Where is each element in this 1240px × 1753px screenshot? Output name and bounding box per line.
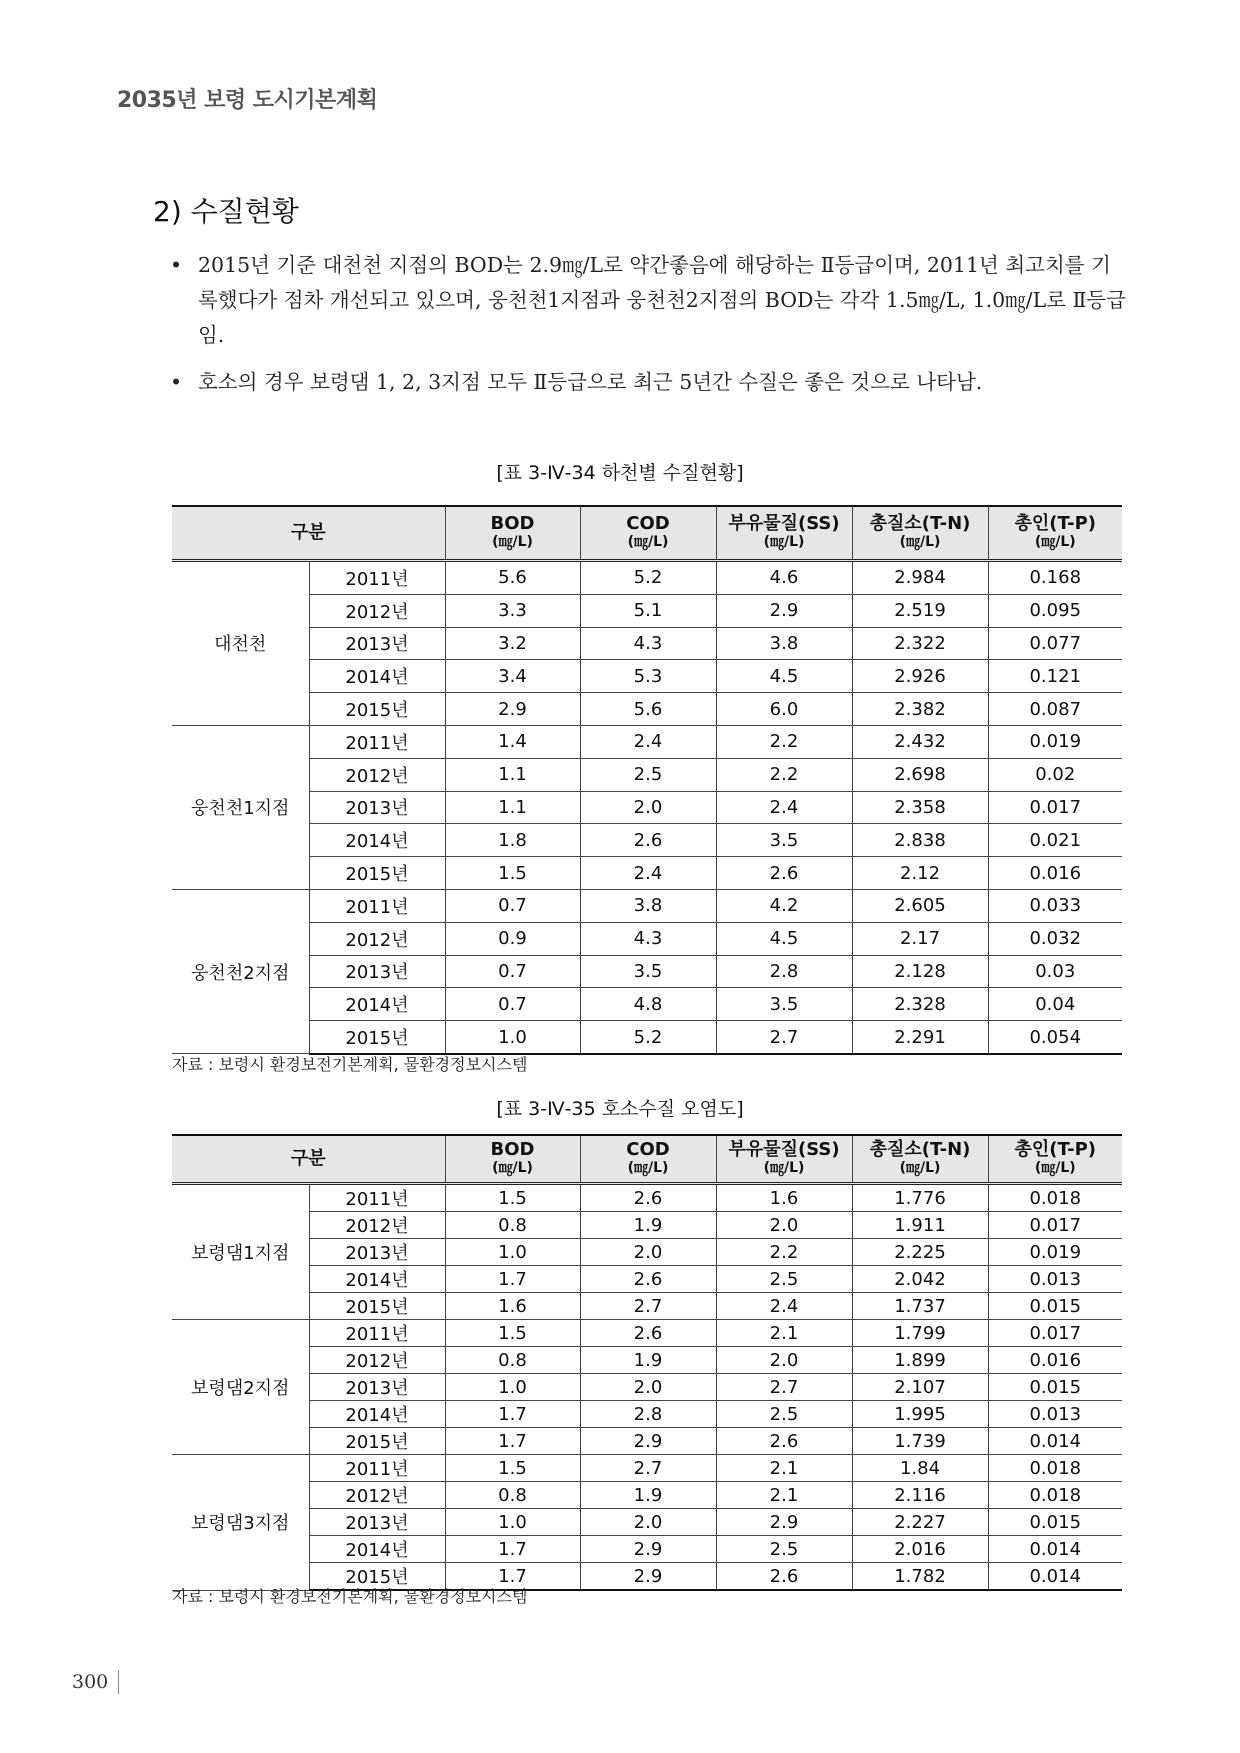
value-cell: 3.5 <box>716 824 852 857</box>
value-cell: 0.077 <box>988 627 1122 660</box>
year-cell: 2015년 <box>309 1428 445 1455</box>
value-cell: 2.2 <box>716 1239 852 1266</box>
year-cell: 2012년 <box>309 594 445 627</box>
value-cell: 4.8 <box>580 988 716 1021</box>
header-bod: BOD (㎎/L) <box>445 506 580 561</box>
value-cell: 2.322 <box>852 627 988 660</box>
value-cell: 2.0 <box>580 1239 716 1266</box>
value-cell: 1.6 <box>445 1293 580 1320</box>
value-cell: 0.7 <box>445 889 580 922</box>
value-cell: 1.737 <box>852 1293 988 1320</box>
value-cell: 2.328 <box>852 988 988 1021</box>
value-cell: 3.8 <box>716 627 852 660</box>
table-row <box>172 758 1122 791</box>
value-cell: 1.782 <box>852 1563 988 1591</box>
table-row <box>172 594 1122 627</box>
group-label: 보령댐3지점 <box>172 1455 309 1591</box>
value-cell: 2.4 <box>716 791 852 824</box>
year-cell: 2015년 <box>309 857 445 890</box>
year-cell: 2012년 <box>309 1482 445 1509</box>
header-cod: COD (㎎/L) <box>580 506 716 561</box>
value-cell: 2.4 <box>580 857 716 890</box>
page-number-divider <box>118 1670 119 1694</box>
year-cell: 2012년 <box>309 1347 445 1374</box>
value-cell: 2.4 <box>580 725 716 758</box>
value-cell: 2.6 <box>580 1266 716 1293</box>
value-cell: 2.0 <box>580 1509 716 1536</box>
unit-label: (㎎/L) <box>1034 1160 1076 1176</box>
value-cell: 1.1 <box>445 791 580 824</box>
value-cell: 3.2 <box>445 627 580 660</box>
value-cell: 1.0 <box>445 1021 580 1054</box>
table-row <box>172 660 1122 693</box>
value-cell: 3.5 <box>716 988 852 1021</box>
value-cell: 1.7 <box>445 1563 580 1591</box>
value-cell: 0.016 <box>988 1347 1122 1374</box>
unit-label: (㎎/L) <box>763 1160 805 1176</box>
table-row <box>172 1021 1122 1054</box>
header-category: 구분 <box>172 506 445 561</box>
value-cell: 0.014 <box>988 1428 1122 1455</box>
header-tn: 총질소(T-N) (㎎/L) <box>852 506 988 561</box>
running-header: 2035년 보령 도시기본계획 <box>117 88 378 113</box>
page-number: 300 <box>72 1671 109 1693</box>
year-cell: 2015년 <box>309 1021 445 1054</box>
value-cell: 2.0 <box>716 1212 852 1239</box>
value-cell: 0.03 <box>988 955 1122 988</box>
group-label: 웅천천1지점 <box>172 725 309 889</box>
value-cell: 2.116 <box>852 1482 988 1509</box>
table-row <box>172 1428 1122 1455</box>
year-cell: 2011년 <box>309 725 445 758</box>
value-cell: 1.899 <box>852 1347 988 1374</box>
value-cell: 0.168 <box>988 561 1122 595</box>
value-cell: 5.3 <box>580 660 716 693</box>
value-cell: 2.5 <box>580 758 716 791</box>
value-cell: 1.9 <box>580 1482 716 1509</box>
value-cell: 0.121 <box>988 660 1122 693</box>
table-row <box>172 1374 1122 1401</box>
value-cell: 2.6 <box>580 1320 716 1347</box>
header-tp: 총인(T-P) (㎎/L) <box>988 1135 1122 1184</box>
table-row <box>172 627 1122 660</box>
unit-label: (㎎/L) <box>763 534 805 550</box>
value-cell: 2.6 <box>580 1184 716 1212</box>
year-cell: 2014년 <box>309 1266 445 1293</box>
value-cell: 2.128 <box>852 955 988 988</box>
value-cell: 0.087 <box>988 693 1122 726</box>
value-cell: 0.014 <box>988 1563 1122 1591</box>
year-cell: 2015년 <box>309 693 445 726</box>
value-cell: 2.838 <box>852 824 988 857</box>
value-cell: 0.015 <box>988 1509 1122 1536</box>
table-row <box>172 1455 1122 1482</box>
group-label: 보령댐1지점 <box>172 1184 309 1320</box>
table-row <box>172 1184 1122 1212</box>
value-cell: 2.0 <box>716 1347 852 1374</box>
value-cell: 0.8 <box>445 1482 580 1509</box>
value-cell: 2.519 <box>852 594 988 627</box>
value-cell: 0.015 <box>988 1374 1122 1401</box>
table-row <box>172 1482 1122 1509</box>
table-row <box>172 1212 1122 1239</box>
value-cell: 2.7 <box>716 1021 852 1054</box>
value-cell: 1.4 <box>445 725 580 758</box>
value-cell: 2.1 <box>716 1455 852 1482</box>
value-cell: 1.5 <box>445 1184 580 1212</box>
year-cell: 2015년 <box>309 1563 445 1591</box>
table-row <box>172 1401 1122 1428</box>
value-cell: 2.9 <box>580 1428 716 1455</box>
value-cell: 2.107 <box>852 1374 988 1401</box>
year-cell: 2013년 <box>309 1374 445 1401</box>
value-cell: 0.7 <box>445 988 580 1021</box>
value-cell: 2.984 <box>852 561 988 595</box>
value-cell: 5.6 <box>580 693 716 726</box>
value-cell: 4.6 <box>716 561 852 595</box>
value-cell: 3.3 <box>445 594 580 627</box>
value-cell: 1.0 <box>445 1374 580 1401</box>
value-cell: 0.013 <box>988 1401 1122 1428</box>
value-cell: 0.013 <box>988 1266 1122 1293</box>
table-row <box>172 955 1122 988</box>
year-cell: 2013년 <box>309 1239 445 1266</box>
header-ss: 부유물질(SS) (㎎/L) <box>716 506 852 561</box>
section-title: 2) 수질현황 <box>153 195 299 228</box>
unit-label: (㎎/L) <box>492 1160 533 1176</box>
unit-label: (㎎/L) <box>627 534 669 550</box>
value-cell: 2.5 <box>716 1536 852 1563</box>
year-cell: 2014년 <box>309 988 445 1021</box>
value-cell: 2.9 <box>716 594 852 627</box>
value-cell: 1.1 <box>445 758 580 791</box>
value-cell: 3.4 <box>445 660 580 693</box>
year-cell: 2012년 <box>309 758 445 791</box>
value-cell: 0.7 <box>445 955 580 988</box>
bullet-item: • 호소의 경우 보령댐 1, 2, 3지점 모두 Ⅱ등급으로 최근 5년간 수질은 좋은 것으로 나타남. <box>170 365 1130 400</box>
table2-source: 자료 : 보령시 환경보전기본계획, 물환경정보시스템 <box>172 1587 528 1606</box>
bullet-item: • 2015년 기준 대천천 지점의 BOD는 2.9㎎/L로 약간좋음에 해당하는 Ⅱ등급이며, 2011년 최고치를 기록했다가 점차 개선되고 있으며, 웅천천1지점과 웅천천2지점의 BOD는 각각 1.5㎎/L, 1.0㎎/L로 Ⅱ등급임. <box>170 248 1130 353</box>
value-cell: 2.6 <box>580 824 716 857</box>
value-cell: 0.054 <box>988 1021 1122 1054</box>
group-label: 웅천천2지점 <box>172 889 309 1053</box>
year-cell: 2014년 <box>309 660 445 693</box>
table-row <box>172 988 1122 1021</box>
value-cell: 2.2 <box>716 725 852 758</box>
value-cell: 2.1 <box>716 1320 852 1347</box>
value-cell: 1.6 <box>716 1184 852 1212</box>
value-cell: 2.7 <box>716 1374 852 1401</box>
value-cell: 2.605 <box>852 889 988 922</box>
value-cell: 2.6 <box>716 1428 852 1455</box>
value-cell: 4.5 <box>716 922 852 955</box>
group-label: 대천천 <box>172 561 309 726</box>
bullet-list <box>170 248 1130 412</box>
value-cell: 2.5 <box>716 1401 852 1428</box>
value-cell: 1.739 <box>852 1428 988 1455</box>
value-cell: 0.014 <box>988 1536 1122 1563</box>
value-cell: 4.3 <box>580 627 716 660</box>
year-cell: 2013년 <box>309 955 445 988</box>
table1-source: 자료 : 보령시 환경보전기본계획, 물환경정보시스템 <box>172 1055 528 1074</box>
table-row <box>172 1536 1122 1563</box>
table-row <box>172 1293 1122 1320</box>
header-bod: BOD (㎎/L) <box>445 1135 580 1184</box>
value-cell: 0.8 <box>445 1347 580 1374</box>
value-cell: 2.4 <box>716 1293 852 1320</box>
value-cell: 0.018 <box>988 1184 1122 1212</box>
value-cell: 0.017 <box>988 1320 1122 1347</box>
value-cell: 1.8 <box>445 824 580 857</box>
value-cell: 1.776 <box>852 1184 988 1212</box>
value-cell: 1.5 <box>445 1320 580 1347</box>
value-cell: 2.042 <box>852 1266 988 1293</box>
value-cell: 6.0 <box>716 693 852 726</box>
value-cell: 2.698 <box>852 758 988 791</box>
value-cell: 1.799 <box>852 1320 988 1347</box>
value-cell: 4.2 <box>716 889 852 922</box>
value-cell: 2.8 <box>580 1401 716 1428</box>
value-cell: 2.0 <box>580 1374 716 1401</box>
value-cell: 2.358 <box>852 791 988 824</box>
year-cell: 2012년 <box>309 922 445 955</box>
year-cell: 2011년 <box>309 1455 445 1482</box>
value-cell: 2.7 <box>580 1293 716 1320</box>
header-ss: 부유물질(SS) (㎎/L) <box>716 1135 852 1184</box>
value-cell: 2.9 <box>580 1563 716 1591</box>
value-cell: 5.1 <box>580 594 716 627</box>
value-cell: 0.019 <box>988 1239 1122 1266</box>
value-cell: 2.9 <box>580 1536 716 1563</box>
value-cell: 0.095 <box>988 594 1122 627</box>
value-cell: 1.5 <box>445 857 580 890</box>
value-cell: 1.995 <box>852 1401 988 1428</box>
value-cell: 5.2 <box>580 1021 716 1054</box>
value-cell: 0.017 <box>988 1212 1122 1239</box>
year-cell: 2013년 <box>309 791 445 824</box>
unit-label: (㎎/L) <box>899 534 941 550</box>
header-tp: 총인(T-P) (㎎/L) <box>988 506 1122 561</box>
value-cell: 0.015 <box>988 1293 1122 1320</box>
lake-water-quality-table <box>172 1134 1122 1591</box>
group-label: 보령댐2지점 <box>172 1320 309 1455</box>
value-cell: 0.033 <box>988 889 1122 922</box>
table-row <box>172 561 1122 595</box>
table1-caption: [표 3-Ⅳ-34 하천별 수질현황] <box>496 462 744 484</box>
table-row <box>172 824 1122 857</box>
table-row <box>172 922 1122 955</box>
value-cell: 1.0 <box>445 1239 580 1266</box>
value-cell: 2.5 <box>716 1266 852 1293</box>
table-row <box>172 791 1122 824</box>
year-cell: 2012년 <box>309 1212 445 1239</box>
value-cell: 2.225 <box>852 1239 988 1266</box>
value-cell: 0.032 <box>988 922 1122 955</box>
value-cell: 0.8 <box>445 1212 580 1239</box>
value-cell: 1.0 <box>445 1509 580 1536</box>
header-tn: 총질소(T-N) (㎎/L) <box>852 1135 988 1184</box>
value-cell: 5.6 <box>445 561 580 595</box>
value-cell: 2.227 <box>852 1509 988 1536</box>
value-cell: 3.8 <box>580 889 716 922</box>
header-category: 구분 <box>172 1135 445 1184</box>
value-cell: 1.7 <box>445 1536 580 1563</box>
value-cell: 1.911 <box>852 1212 988 1239</box>
value-cell: 1.7 <box>445 1401 580 1428</box>
table-row <box>172 1239 1122 1266</box>
unit-label: (㎎/L) <box>1034 534 1076 550</box>
year-cell: 2013년 <box>309 627 445 660</box>
table-row <box>172 857 1122 890</box>
value-cell: 0.021 <box>988 824 1122 857</box>
year-cell: 2011년 <box>309 561 445 595</box>
value-cell: 2.0 <box>580 791 716 824</box>
table-header-row <box>172 1135 1122 1184</box>
value-cell: 4.3 <box>580 922 716 955</box>
table-row <box>172 1320 1122 1347</box>
value-cell: 2.17 <box>852 922 988 955</box>
value-cell: 0.02 <box>988 758 1122 791</box>
table-row <box>172 1509 1122 1536</box>
value-cell: 2.8 <box>716 955 852 988</box>
year-cell: 2013년 <box>309 1509 445 1536</box>
value-cell: 2.382 <box>852 693 988 726</box>
table-row <box>172 693 1122 726</box>
year-cell: 2011년 <box>309 1184 445 1212</box>
value-cell: 1.7 <box>445 1266 580 1293</box>
value-cell: 0.018 <box>988 1455 1122 1482</box>
table2-caption: [표 3-Ⅳ-35 호소수질 오염도] <box>496 1098 744 1120</box>
value-cell: 2.12 <box>852 857 988 890</box>
value-cell: 2.9 <box>445 693 580 726</box>
year-cell: 2014년 <box>309 824 445 857</box>
table-row <box>172 1347 1122 1374</box>
value-cell: 1.5 <box>445 1455 580 1482</box>
value-cell: 0.017 <box>988 791 1122 824</box>
value-cell: 2.291 <box>852 1021 988 1054</box>
value-cell: 1.84 <box>852 1455 988 1482</box>
table-header-row <box>172 506 1122 561</box>
value-cell: 0.019 <box>988 725 1122 758</box>
value-cell: 0.9 <box>445 922 580 955</box>
table1-body <box>172 561 1122 1054</box>
table-row <box>172 889 1122 922</box>
table2-body <box>172 1184 1122 1591</box>
header-cod: COD (㎎/L) <box>580 1135 716 1184</box>
year-cell: 2014년 <box>309 1401 445 1428</box>
value-cell: 0.016 <box>988 857 1122 890</box>
unit-label: (㎎/L) <box>492 534 533 550</box>
value-cell: 3.5 <box>580 955 716 988</box>
table-row <box>172 725 1122 758</box>
year-cell: 2015년 <box>309 1293 445 1320</box>
value-cell: 2.7 <box>580 1455 716 1482</box>
value-cell: 1.9 <box>580 1347 716 1374</box>
value-cell: 2.926 <box>852 660 988 693</box>
value-cell: 5.2 <box>580 561 716 595</box>
unit-label: (㎎/L) <box>899 1160 941 1176</box>
value-cell: 1.7 <box>445 1428 580 1455</box>
value-cell: 2.016 <box>852 1536 988 1563</box>
year-cell: 2011년 <box>309 889 445 922</box>
value-cell: 0.04 <box>988 988 1122 1021</box>
value-cell: 2.6 <box>716 857 852 890</box>
year-cell: 2011년 <box>309 1320 445 1347</box>
value-cell: 2.2 <box>716 758 852 791</box>
value-cell: 2.432 <box>852 725 988 758</box>
value-cell: 2.9 <box>716 1509 852 1536</box>
table-row <box>172 1266 1122 1293</box>
year-cell: 2014년 <box>309 1536 445 1563</box>
value-cell: 1.9 <box>580 1212 716 1239</box>
unit-label: (㎎/L) <box>627 1160 669 1176</box>
value-cell: 0.018 <box>988 1482 1122 1509</box>
value-cell: 2.6 <box>716 1563 852 1591</box>
river-water-quality-table <box>172 505 1122 1055</box>
value-cell: 2.1 <box>716 1482 852 1509</box>
value-cell: 4.5 <box>716 660 852 693</box>
